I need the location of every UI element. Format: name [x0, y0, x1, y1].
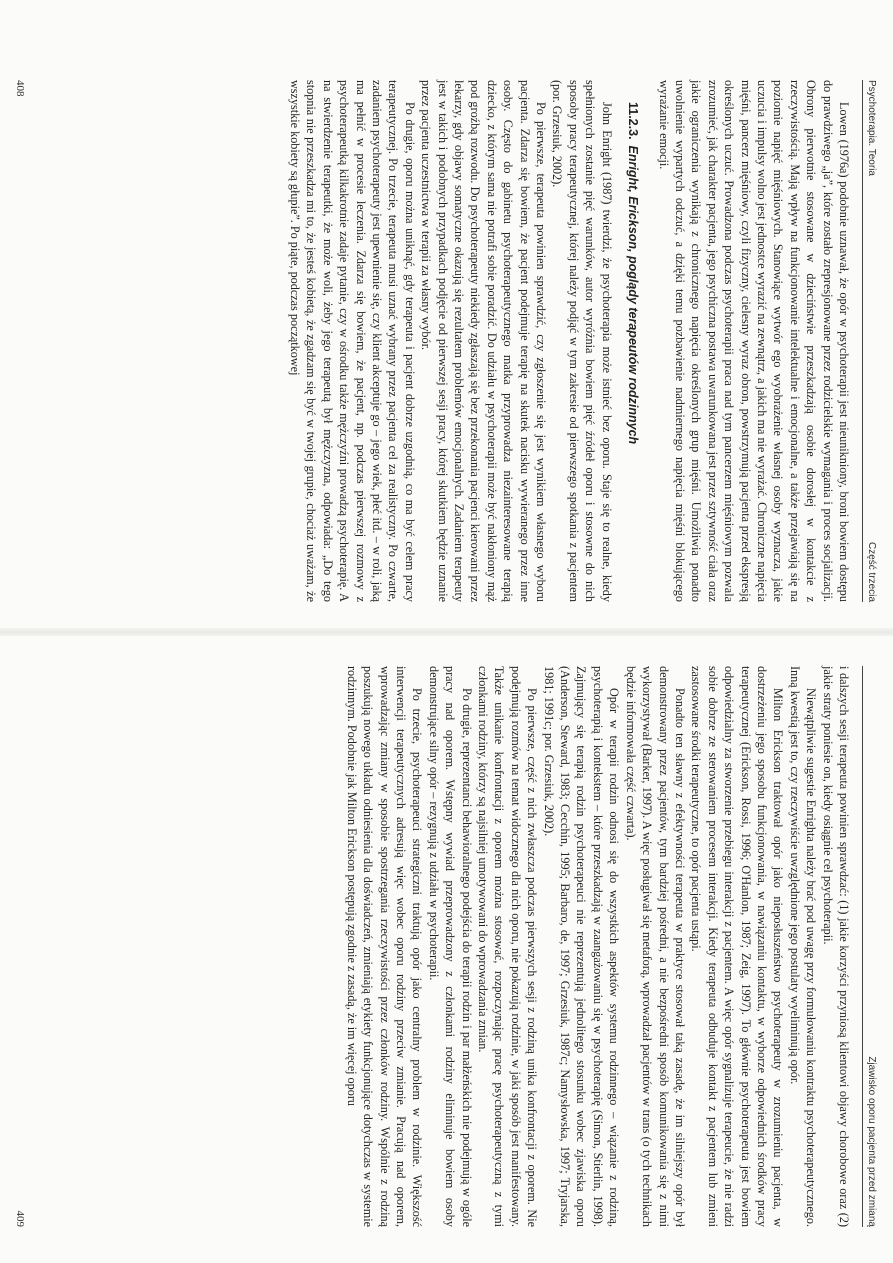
paragraph: Niewątpliwie sugestie Enrighta należy brać pod uwagę przy formułowaniu kontraktu psychoterapeutycznego. Inną kwestią jest to, czy rzeczywiście uwzględnione jego postulaty wyeliminują opór. [787, 666, 819, 1227]
paragraph: Ponadto ten sławny z efektywności terapeuta w praktyce stosował taką zasadę, że im silniejszy opór był demonstrowany przez pacjentów, tym bardziej pośredni, a nie bezpośredni sposób komunikowania się z nimi wykorzystywał (Barker, 1997). A więc posługiwał się metaforą, wprowadzał pacjentów w trans (o tych technikach będzie informowała część czwarta). [623, 666, 687, 1227]
running-head-part: Część trzecia [866, 541, 877, 602]
paragraph: Po pierwsze, część z nich zwłaszcza podczas pierwszych sesji z rodziną unika konfrontacji z oporem. Nie podejmują rozmów na temat widocznego dla nich oporu, nie pokazują rodzinie, w jaki sposób jest manifestowany. Także unikanie konfrontacji z oporem można stosować, rozpoczynając pracę psychoterapeutyczną z tymi członkami rodziny, którzy są najsilniej umotywowani do wprowadzania zmian. [476, 666, 540, 1227]
paragraph: Po pierwsze, terapeuta powinien sprawdzić, czy zgłoszenie się jest wynikiem własnego wyboru pacjenta. Zdarza się bowiem, że pacjent podejmuje terapię na skutek nacisku wywieranego przez inne osoby. Często do gabinetu psychoterapeutycznego matka przyprowadza niezainteresowane terapią dziecko, z którym sama nie potrafi sobie poradzić. Do udziału w psychoterapii może być nakłoniony mąż pod groźbą rozwodu. Do psychoterapeuty niekiedy zgłaszają się bez przekonania pacjenci kierowani przez lekarzy, gdy objawy somatyczne okazują się rezultatem problemów emocjonalnych. Zadaniem terapeuty jest w takich i podobnych przypadkach podjęcie od pierwszej sesji pracy, której skutkiem będzie uznanie przez pacjenta uczestnictwa w terapii za własny wybór. [419, 80, 549, 602]
running-head [862, 666, 885, 1227]
running-head-chapter: Zjawisko oporu pacjenta przed zmianą [866, 1056, 877, 1227]
paragraph: Po trzecie, psychoterapeuci strategiczni traktują opór jako centralny problem w rodzinie. Większość interwencji terapeutycznych adresują więc wobec oporu rodziny przeciw zmianie. Pracują nad oporem, wprowadzając zmiany w sposobie spostrzegania rzeczywistości przez członków rodziny. Wspólnie z rodziną poszukują nowego układu odniesienia dla doświadczeń, zmieniają etykiety funkcjonujące dotychczas w systemie rodzinnym. Podobnie jak Milton Erickson postępują zgodnie z zasadą, że im więcej oporu [344, 666, 425, 1227]
page-number: 408 [14, 80, 26, 97]
paragraph: John Enright (1987) twierdzi, że psychoterapia może istnieć bez oporu. Staje się to realne, kiedy spełnionych zostanie pięć warunków, autor wyróżnia bowiem pięć źródeł oporu i stosowne do nich sposoby pracy terapeutycznej, której należy podjąć w tym zakresie od pierwszego spotkania z pacjentem (por. Grzesiuk, 2002). [550, 80, 614, 602]
running-head-book-title: Psychoterapia. Teoria [866, 80, 877, 176]
paragraph: Po drugie, reprezentanci behawioralnego podejścia do terapii rodzin i par małżeńskich nie podejmują w ogóle pracy nad oporem. Wstępny wywiad przeprowadzony z członkami rodziny eliminuje bowiem osoby demonstrujące silny opór – rezygnują z udziału w psychoterapii. [426, 666, 474, 1227]
paragraph: Po drugie, oporu można uniknąć, gdy terapeuta i pacjent dobrze uzgodnią, co ma być celem pracy terapeutycznej. Po trzecie, terapeuta musi uznać wybrany przez pacjenta cel za realistyczny. Po czwarte, zadaniem psychoterapeuty jest upewnienie się, czy klient akceptuje go – jego wiek, płeć itd. – w roli, jaką ma pełnić w procesie leczenia. Zdarza się bowiem, że pacjent, np. podczas pierwszej rozmowy z psychoterapeutką kilkakrotnie zadaje pytanie, czy w ośrodku także mężczyźni prowadzą psychoterapię. A na stwierdzenie terapeutki, że może woli, żeby jego terapeutą był mężczyzna, odpowiada: „Do tego stopnia nie przeszkadza mi to, że jesteś kobietą, że zgadzam się być w twojej grupie, chociaż uważam, że wszystkie kobiety są głupie”. Po piąte, podczas początkowej [288, 80, 417, 602]
page-number: 409 [14, 1210, 26, 1227]
right-page [0, 632, 893, 1263]
paragraph: Lowen (1976a) podobnie uznawał, że opór w psychoterapii jest nieunikniony, broni bowiem dostępu do prawdziwego „ja”, które zostało zrepresjonowane przez rodzicielskie wymagania i proces socjalizacji. Obrony pierwotnie stosowane w dzieciństwie przeszkadzają osobie dorosłej w kontakcie z rzeczywistością. Mają wpływ na funkcjonowanie intelektualne i emocjonalne, a także przejawiają się na poziomie napięć mięśniowych. Stanowiące wytwór ego wyobrażenie własnej osoby wyznacza, jakie uczucia i impulsy wolno jest jednostce wyrazić na zewnątrz, a jakich ma nie wyrażać. Chroniczne napięcia mięśni, pancerz mięśniowy, czyli fizyczny, cielesny wyraz obron, powstrzymują pacjenta przed ekspresją określonych uczuć. Prowadzona podczas psychoterapii praca nad tym pancerzem mięśniowym pozwala zrozumieć, jak charakter pacjenta, jego psychiczna postawa uwarunkowana jest przez sztywność ciała oraz jakie ograniczenia wynikają z chronicznego napięcia określonych grup mięśni. Umożliwia ponadto uwolnienie wypartych odczuć, a dzięki temu pozbawienie nadmiernego napięcia mięśni blokującego wyrażanie emocji. [656, 80, 851, 602]
paragraph: Milton Erickson traktował opór jako nieposłuszeństwo psychoterapeuty w zrozumieniu pacjenta, w dostrzeżeniu jego sposobu funkcjonowania, w nawiązaniu kontaktu, w wyborze odpowiednich środków pracy terapeutycznej (Erickson, Rossi, 1996; O'Hanlon, 1987; Zeig, 1997). To głównie psychoterapeuta jest bowiem odpowiedzialny za stworzenie przebiegu interakcji z pacjentem. A więc opór sygnalizuje terapeucie, że nie radzi sobie dobrze ze sterowaniem procesem interakcji. Kiedy terapeuta odbuduje kontakt z pacjentem lub zmieni zastosowane środki terapeutyczne, to opór pacjenta ustąpi. [689, 666, 786, 1227]
paragraph: i dalszych sesji terapeuta powinien sprawdzać: (1) jakie korzyści przyniosą klientowi objawy chorobowe oraz (2) jakie straty poniesie on, kiedy osiągnie cel psychoterapii. [820, 666, 851, 1227]
right-page-body [343, 666, 852, 1227]
section-number: 11.2.3. [626, 102, 641, 140]
running-head [862, 80, 885, 602]
section-heading [625, 102, 641, 602]
section-title: Enright, Erickson, poglądy terapeutów rodzinnych [626, 145, 641, 445]
left-page-body [287, 80, 852, 602]
paragraph: Opór w terapii rodzin odnosi się do wszystkich aspektów systemu rodzinnego – wiązanie z rodziną, psychoterapią i kontekstem – które przeszkadzają w zaangażowaniu się w psychoterapię (Simon, Stierlin, 1998). Zajmujący się terapią rodzin psychoterapeuci nie reprezentują jednolitego stosunku wobec zjawiska oporu (Anderson, Steward, 1983; Cecchin, 1995; Barbaro, de, 1997; Grzesiuk, 1987c; Namysłowska, 1997; Tryjarska, 1981; 1991c; por. Grzesiuk, 2002). [541, 666, 622, 1227]
